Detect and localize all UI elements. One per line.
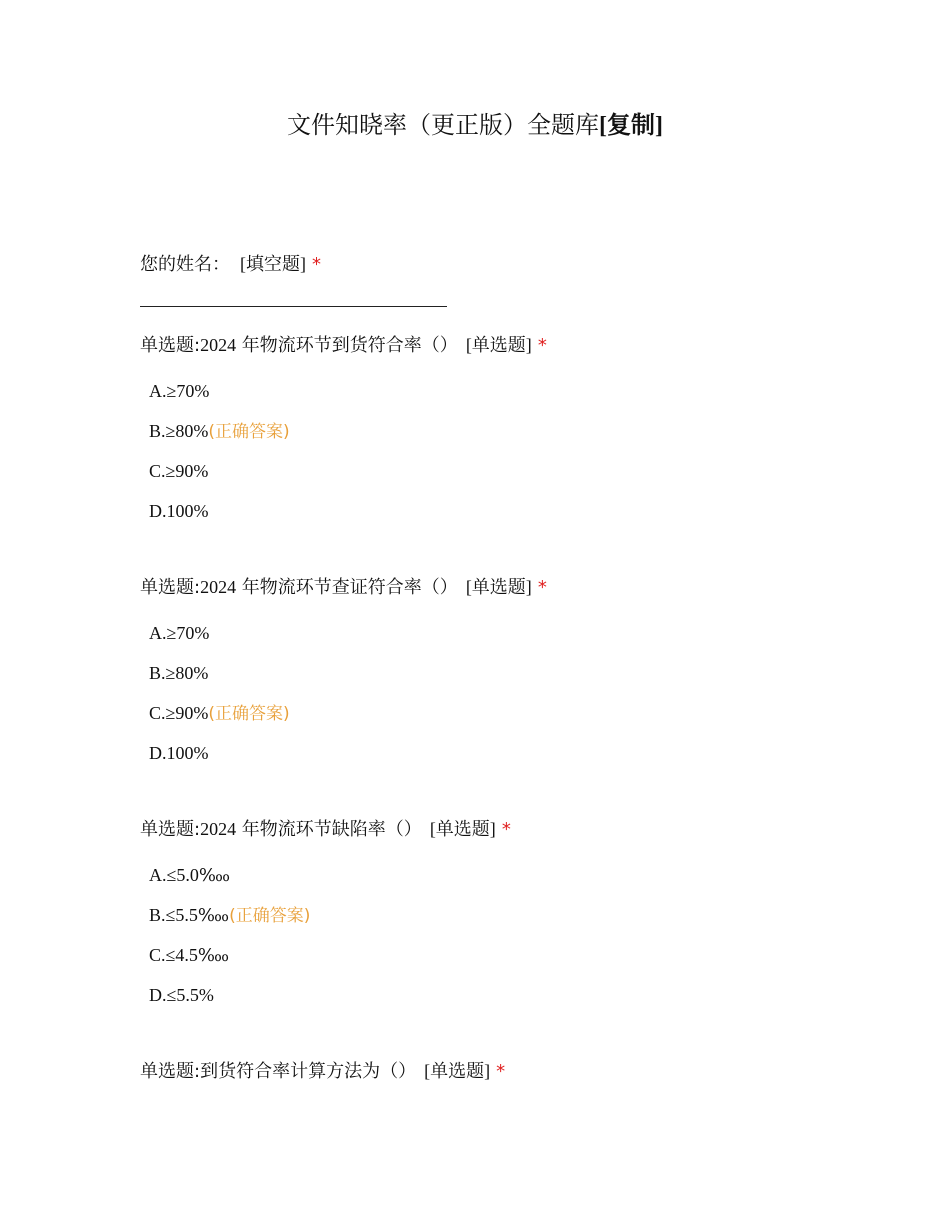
title-main: 文件知晓率（更正版）全题库	[287, 113, 599, 139]
required-mark: *	[496, 1061, 506, 1082]
option-c[interactable]	[149, 700, 290, 727]
correct-answer-tag: (正确答案)	[229, 906, 311, 926]
question-type: [单选题]	[429, 819, 496, 839]
question-prefix: 单选题:	[140, 819, 201, 840]
question-2	[140, 574, 547, 601]
question-type: [单选题]	[465, 577, 532, 597]
correct-answer-tag: (正确答案)	[208, 704, 290, 724]
question-year: 2024	[200, 577, 237, 597]
question-4	[140, 1058, 505, 1085]
option-d[interactable]	[149, 498, 209, 524]
question-type: [单选题]	[424, 1061, 491, 1081]
question-stem: 年物流环节缺陷率（）	[236, 819, 422, 840]
option-c[interactable]	[149, 942, 229, 968]
question-year: 2024	[200, 819, 237, 839]
required-mark: *	[312, 254, 321, 275]
question-3	[140, 816, 511, 843]
option-text: D.100%	[149, 743, 209, 763]
question-type: [填空题]	[240, 254, 306, 274]
option-b[interactable]	[149, 418, 290, 445]
question-prefix: 单选题:	[140, 1061, 201, 1082]
option-text: A.≤5.0‱	[149, 865, 231, 885]
required-mark: *	[537, 577, 547, 598]
question-type: [单选题]	[465, 335, 532, 355]
option-a[interactable]	[149, 620, 209, 646]
option-text: B.≥80%	[149, 421, 209, 441]
option-text: B.≥80%	[149, 663, 209, 683]
option-a[interactable]	[149, 862, 230, 888]
option-text: C.≥90%	[149, 461, 209, 481]
option-text: A.≥70%	[149, 623, 210, 643]
option-text: D.100%	[149, 501, 209, 521]
question-prefix: 单选题:	[140, 335, 201, 356]
option-c[interactable]	[149, 458, 208, 484]
option-d[interactable]	[149, 740, 209, 766]
question-name-label: 您的姓名：	[140, 254, 230, 275]
question-stem: 到货符合率计算方法为（）	[200, 1061, 417, 1082]
question-stem: 年物流环节到货符合率（）	[236, 335, 458, 356]
title-copy-tag: [复制]	[599, 113, 663, 139]
required-mark: *	[537, 335, 547, 356]
option-text: C.≥90%	[149, 703, 209, 723]
option-text: D.≤5.5%	[149, 985, 214, 1005]
option-text: B.≤5.5‱	[149, 905, 230, 925]
option-a[interactable]	[149, 378, 209, 404]
option-b[interactable]	[149, 902, 310, 929]
option-text: A.≥70%	[149, 381, 210, 401]
question-name	[140, 251, 321, 278]
option-d[interactable]	[149, 982, 214, 1008]
correct-answer-tag: (正确答案)	[208, 422, 290, 442]
question-1	[140, 332, 547, 359]
question-prefix: 单选题:	[140, 577, 201, 598]
option-text: C.≤4.5‱	[149, 945, 230, 965]
required-mark: *	[501, 819, 511, 840]
option-b[interactable]	[149, 660, 208, 686]
name-answer-line[interactable]	[140, 306, 447, 307]
question-stem: 年物流环节查证符合率（）	[236, 577, 458, 598]
question-year: 2024	[200, 335, 237, 355]
page-title	[0, 108, 950, 144]
